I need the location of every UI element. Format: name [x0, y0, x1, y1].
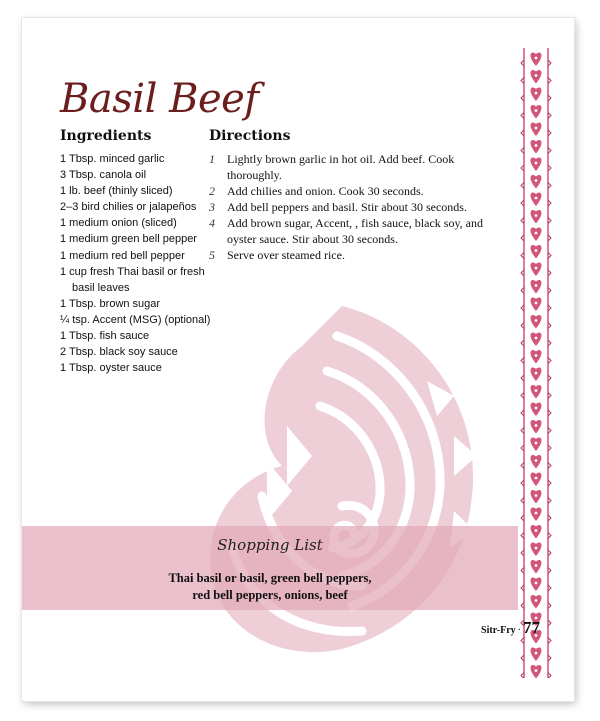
ingredient-item: 1 medium red bell pepper: [60, 249, 185, 262]
step-text: Lightly brown garlic in hot oil. Add beef. Cook thoroughly.: [227, 152, 455, 182]
ingredient-item: 1 medium onion (sliced): [60, 217, 177, 230]
ingredients-list: [60, 151, 220, 376]
ingredient-item: ¼ tsp. Accent (MSG) (optional): [60, 313, 211, 326]
motif-dot: [535, 372, 538, 375]
motif-dot: [535, 144, 538, 147]
directions-list: [209, 151, 509, 263]
decorative-border: [518, 48, 554, 678]
directions-heading: Directions: [209, 128, 291, 144]
motif-dot: [535, 354, 538, 357]
motif-dot: [535, 92, 538, 95]
step-text: Add chilies and onion. Cook 30 seconds.: [227, 184, 424, 198]
motif-dot: [535, 74, 538, 77]
motif-dot: [535, 284, 538, 287]
shopping-list-line: red bell peppers, onions, beef: [192, 588, 348, 602]
ingredient-item: 2–3 bird chilies or jalapeños: [60, 201, 197, 214]
step-number: 1: [209, 152, 215, 166]
ingredients-heading: Ingredients: [60, 128, 152, 144]
motif-dot: [535, 477, 538, 480]
step-text: Add brown sugar, Accent, , fish sauce, black soy, and oyster sauce. Stir about 30 seconds.: [227, 216, 484, 246]
step-text: Add bell peppers and basil. Stir about 30 seconds.: [227, 200, 467, 214]
ingredient-item: 3 Tbsp. canola oil: [60, 169, 147, 182]
motif-dot: [535, 459, 538, 462]
motif-dot: [535, 179, 538, 182]
direction-step: [209, 215, 509, 247]
direction-step: [209, 247, 509, 263]
motif-dot: [535, 214, 538, 217]
motif-dot: [535, 267, 538, 270]
motif-dot: [535, 582, 538, 585]
motif-dot: [535, 162, 538, 165]
motif-dot: [535, 442, 538, 445]
ingredient-item: 1 Tbsp. brown sugar: [60, 297, 161, 310]
step-text: Serve over steamed rice.: [227, 248, 345, 262]
motif-dot: [535, 232, 538, 235]
step-number: 5: [209, 248, 215, 262]
direction-step: [209, 151, 509, 183]
shopping-list-items: [130, 570, 410, 604]
motif-dot: [535, 424, 538, 427]
motif-dot: [535, 197, 538, 200]
cookbook-page: [22, 18, 574, 701]
page-footer: [481, 618, 540, 638]
section-name: Sitr-Fry: [481, 625, 516, 636]
recipe-title: Basil Beef: [60, 76, 259, 122]
step-number: 3: [209, 200, 215, 214]
motif-dot: [535, 494, 538, 497]
motif-dot: [535, 547, 538, 550]
ingredient-item: 2 Tbsp. black soy sauce: [60, 346, 178, 359]
direction-step: [209, 183, 509, 199]
ingredient-item: 1 Tbsp. minced garlic: [60, 153, 165, 165]
motif-dot: [535, 512, 538, 515]
motif-dot: [535, 319, 538, 322]
ingredient-item: 1 lb. beef (thinly sliced): [60, 185, 173, 198]
motif-dot: [535, 109, 538, 112]
shopping-list-line: Thai basil or basil, green bell peppers,: [168, 571, 372, 585]
motif-dot: [535, 249, 538, 252]
ingredient-item: 1 medium green bell pepper: [60, 233, 197, 246]
motif-dot: [535, 599, 538, 602]
ingredient-item: 1 Tbsp. fish sauce: [60, 330, 150, 343]
motif-dot: [535, 669, 538, 672]
page-number: 77: [523, 618, 540, 637]
motif-dot: [535, 389, 538, 392]
motif-dot: [535, 564, 538, 567]
motif-dot: [535, 652, 538, 655]
motif-dot: [535, 302, 538, 305]
motif-dot: [535, 337, 538, 340]
ingredient-item: 1 cup fresh Thai basil or fresh basil leaves: [60, 265, 205, 294]
shopping-list-title: Shopping List: [217, 536, 323, 554]
step-number: 2: [209, 184, 215, 198]
ingredient-item: 1 Tbsp. oyster sauce: [60, 362, 162, 375]
motif-dot: [535, 127, 538, 130]
paisley-watermark: [192, 286, 492, 676]
motif-dot: [535, 57, 538, 60]
footer-separator: ·: [517, 625, 521, 636]
step-number: 4: [209, 216, 215, 230]
motif-dot: [535, 407, 538, 410]
direction-step: [209, 199, 509, 215]
motif-dot: [535, 529, 538, 532]
